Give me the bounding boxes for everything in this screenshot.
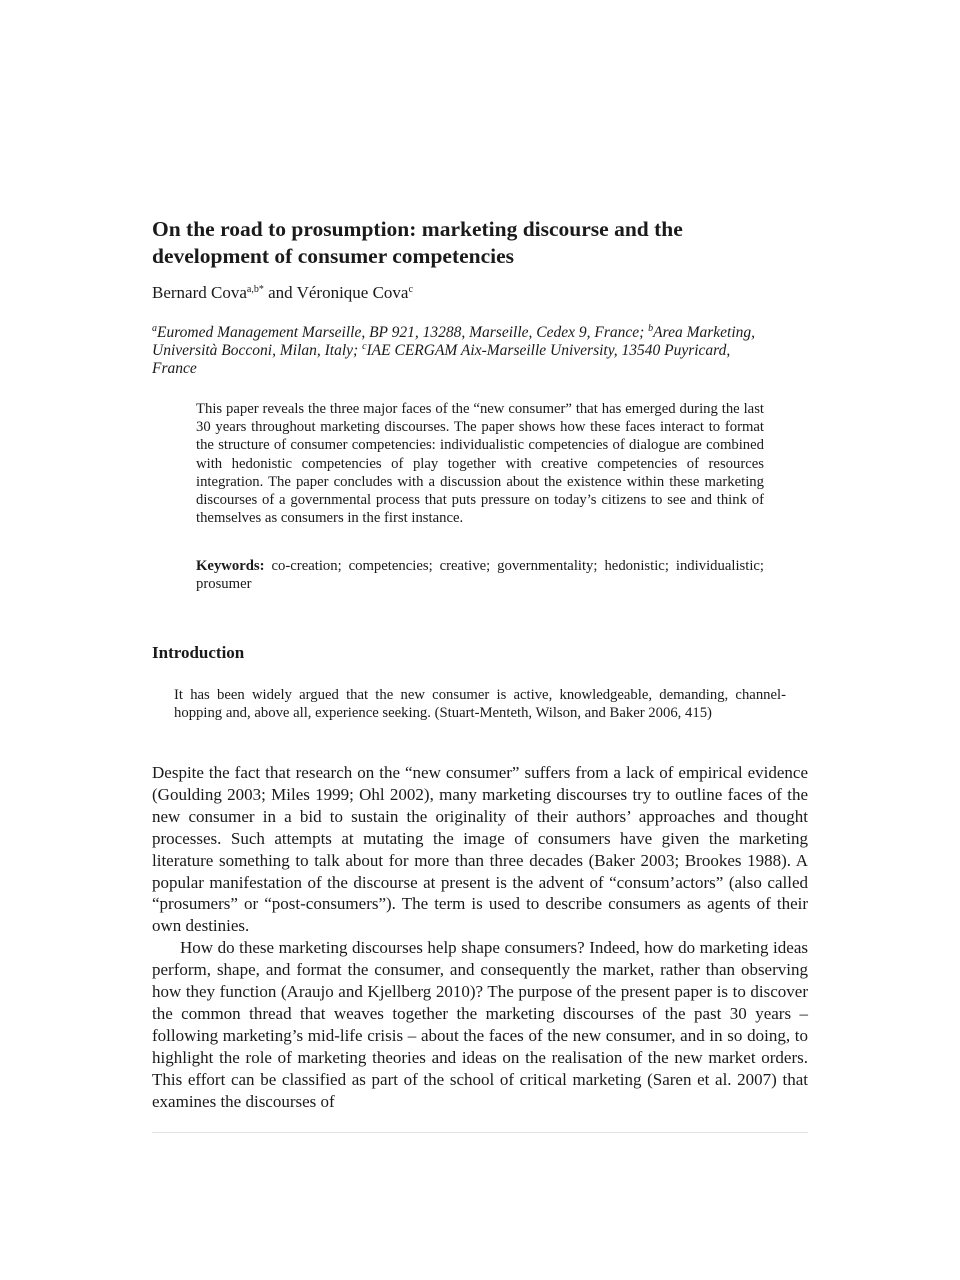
author-line bbox=[152, 282, 413, 304]
body-paragraph: Despite the fact that research on the “new consumer” suffers from a lack of empirical evidence (Goulding 2003; Miles 1999; Ohl 2002), many marketing discourses try to outline faces of the new consumer in a bid to sustain the originality of their authors’ approaches and thought processes. Such attempts at mutating the image of consumers have given the marketing literature something to talk about for more than three decades (Baker 2003; Brookes 1988). A popular manifestation of the discourse at present is the advent of “consum’actors” (also called “prosumers” or “post-consumers”). The term is used to describe consumers as agents of their own destinies. bbox=[152, 763, 808, 936]
author-name: Bernard Cova bbox=[152, 283, 247, 302]
affiliation-mark: c bbox=[408, 284, 413, 295]
affiliations bbox=[152, 324, 767, 378]
keywords-label: Keywords: bbox=[196, 558, 265, 574]
epigraph-quote: It has been widely argued that the new consumer is active, knowledgeable, demanding, channel-hopping and, above all, experience seeking. (Stuart-Menteth, Wilson, and Baker 2006, 415) bbox=[174, 687, 786, 722]
keywords bbox=[196, 557, 764, 593]
corresponding-author-mark: * bbox=[258, 284, 264, 295]
article-title: On the road to prosumption: marketing discourse and the development of consumer competencies bbox=[152, 217, 683, 268]
author-name: Véronique Cova bbox=[296, 283, 409, 302]
affiliation-text: IAE CERGAM Aix-Marseille University, 13540 Puyricard, France bbox=[152, 342, 731, 377]
keywords-list: co-creation; competencies; creative; governmentality; hedonistic; individualistic; prosumer bbox=[196, 558, 765, 593]
abstract: This paper reveals the three major faces of the “new consumer” that has emerged during the last 30 years throughout marketing discourses. The paper shows how these faces interact to format the structure of consumer competencies: individualistic competencies of dialogue are combined with hedonistic competencies of play together with creative competencies of resources integration. The paper concludes with a discussion about the existence within these marketing discourses of a governmental process that puts pressure on today’s citizens to see and think of themselves as consumers in the first instance. bbox=[196, 401, 764, 527]
affiliation-text: Area Marketing, Università Bocconi, Milan, Italy; bbox=[152, 324, 756, 359]
body-text bbox=[152, 762, 808, 1113]
author-connector: and bbox=[263, 283, 297, 302]
affiliation-mark: a bbox=[152, 323, 157, 334]
section-heading-introduction: Introduction bbox=[152, 643, 245, 662]
affiliation-text: Euromed Management Marseille, BP 921, 13288, Marseille, Cedex 9, France; bbox=[157, 324, 649, 341]
page-bottom-divider bbox=[152, 1132, 808, 1133]
affiliation-mark: a,b bbox=[246, 284, 259, 295]
body-paragraph: How do these marketing discourses help shape consumers? Indeed, how do marketing ideas perform, shape, and format the consumer, and consequently the market, rather than observing how they function (Araujo and Kjellberg 2010)? The purpose of the present paper is to discover the common thread that weaves together the marketing discourses of the past 30 years – following marketing’s mid-life crisis – about the faces of the new consumer, and in so doing, to highlight the role of marketing theories and ideas on the realisation of the new market orders. This effort can be classified as part of the school of critical marketing (Saren et al. 2007) that examines the discourses of bbox=[152, 938, 808, 1111]
affiliation-mark: b bbox=[648, 323, 654, 334]
affiliation-mark: c bbox=[362, 341, 367, 352]
